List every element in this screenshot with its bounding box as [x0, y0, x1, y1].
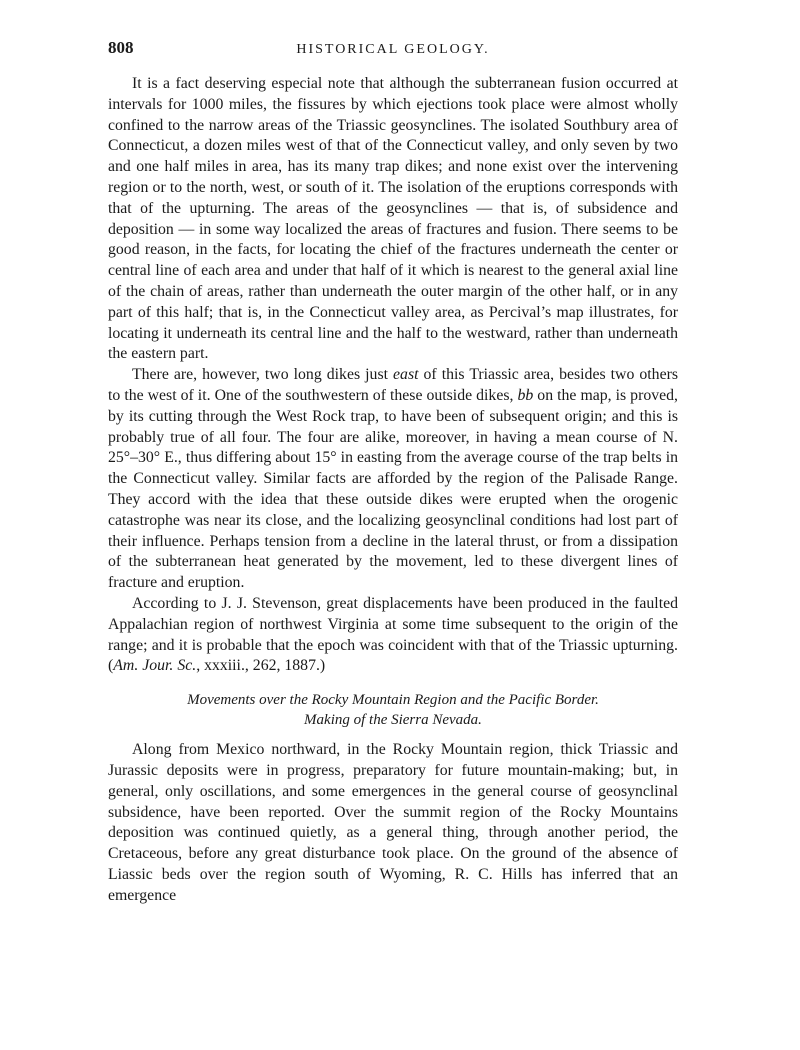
section-heading-line-1: Movements over the Rocky Mountain Region and the Pacific Border. — [187, 692, 599, 709]
section-heading — [108, 691, 678, 730]
running-title: HISTORICAL GEOLOGY. — [296, 42, 490, 57]
running-head — [108, 38, 678, 64]
paragraph-stevenson — [108, 594, 678, 677]
italic-map-label: bb — [517, 386, 534, 404]
paragraph-text: on the map, is proved, by its cutting through the West Rock trap, to have been of subsequent origin; and this is probably true of all four. The four are alike, moreover, in having a mean course of N. 25°–30° E., thus differing about 15° in easting from the average course of the trap belts in the Connecticut valley. Similar facts are afforded by the region of the Palisade Range. They accord with the idea that these outside dikes were erupted when the orogenic catastrophe was near its close, and the localizing geosynclinal conditions had lost part of their influence. Perhaps tension from a decline in the lateral thrust, or from a dissipation of the subterranean heat generated by the movement, led to these divergent lines of fracture and eruption. — [108, 386, 678, 592]
italic-term-east: east — [393, 366, 419, 384]
paragraph-text: There are, however, two long dikes just — [132, 366, 394, 384]
journal-citation: Am. Jour. Sc. — [113, 657, 197, 675]
paragraph-text: It is a fact deserving especial note that although the subterranean fusion occurred at intervals for 1000 miles, the fissures by which ejections took place were almost wholly confined to the narrow areas of the Triassic geosynclines. The isolated Southbury area of Connecticut, a dozen miles west of that of the Connecticut valley, and only seven by two and one half miles in area, has its many trap dikes; and none exist over the intervening region or to the north, west, or south of it. The isolation of the eruptions corresponds with that of the upturning. The areas of the geosynclines — that is, of subsidence and deposition — in some way localized the areas of fractures and fusion. There seems to be good reason, in the facts, for locating the chief of the fractures underneath the center or central line of each area and under that half of it which is nearest to the general axial line of the chain of areas, rather than underneath the outer margin of the other half, or in any part of this half; that is, in the Connecticut valley area, as Percival’s map illustrates, for locating it underneath its central line and the half to the westward, rather than underneath the eastern part. — [108, 75, 678, 363]
paragraph-fusion-fissures — [108, 74, 678, 365]
paragraph-outside-dikes — [108, 365, 678, 594]
section-heading-line-2: Making of the Sierra Nevada. — [304, 711, 482, 728]
book-page — [108, 38, 678, 906]
paragraph-text: According to J. J. Stevenson, great displacements have been produced in the faulted Appalachian region of northwest Virginia at some time subsequent to the origin of the range; and it is probable that the epoch was coincident with that of the Triassic upturning. ( — [108, 594, 678, 675]
page-number: 808 — [108, 38, 134, 57]
paragraph-text: , xxxiii., 262, 1887.) — [196, 657, 326, 675]
paragraph-text: of this Triassic area, besides two others to the west of it. One of the southwestern of these outside dikes, — [108, 366, 678, 404]
paragraph-rocky-mountain — [108, 740, 678, 906]
paragraph-text: Along from Mexico northward, in the Rocky Mountain region, thick Triassic and Jurassic deposits were in progress, preparatory for future mountain-making; but, in general, only oscillations, and some emergences in the general course of geosynclinal subsidence, have been reported. Over the summit region of the Rocky Mountains deposition was continued quietly, as a general thing, through another period, the Cretaceous, before any great disturbance took place. On the ground of the absence of Liassic beds over the region south of Wyoming, R. C. Hills has inferred that an emergence — [108, 741, 678, 904]
